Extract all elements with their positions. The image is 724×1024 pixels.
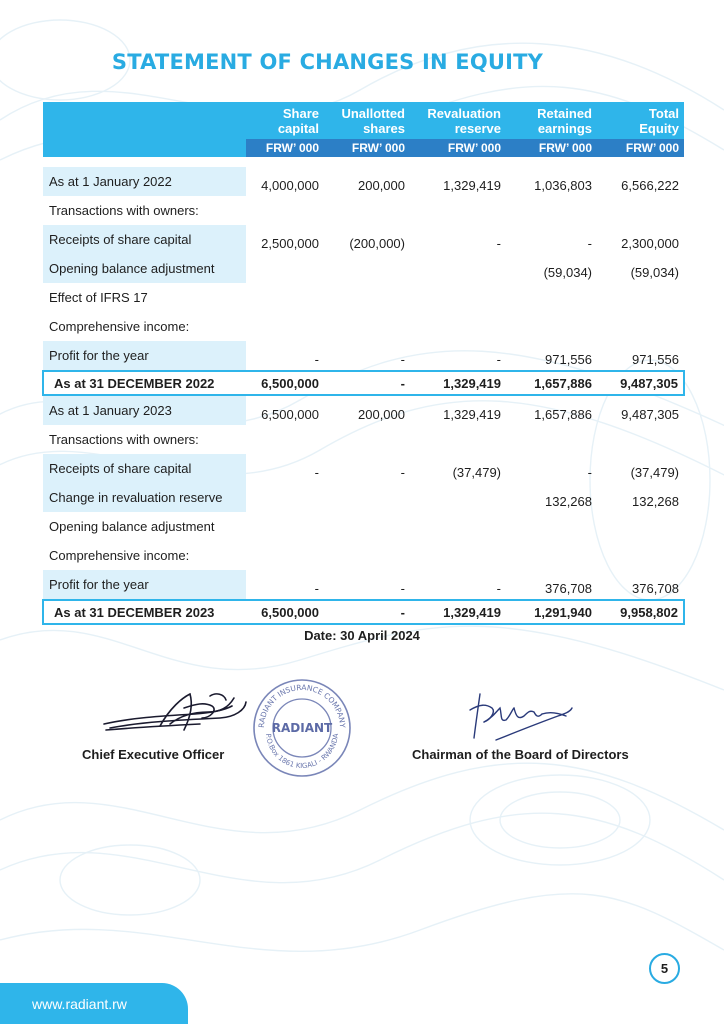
- stamp-ring-top: RADIANT INSURANCE COMPANY: [256, 682, 348, 729]
- value-cell: [506, 196, 597, 225]
- column-header-unallotted-shares: Unallotted shares: [324, 102, 410, 139]
- value-cell: [246, 312, 324, 341]
- value-cell: 1,329,419: [443, 407, 501, 422]
- value-cell: 971,556: [545, 352, 592, 367]
- value-cell: [410, 483, 506, 512]
- value-cell: [506, 512, 597, 541]
- value-cell: [597, 312, 684, 341]
- total-cell: 6,500,000: [246, 600, 324, 624]
- value-cell: [597, 283, 684, 312]
- row-label: Effect of IFRS 17: [49, 290, 148, 305]
- value-cell: [246, 425, 324, 454]
- row-label: Transactions with owners:: [49, 203, 199, 218]
- row-label: Profit for the year: [43, 341, 246, 371]
- value-cell: [410, 196, 506, 225]
- row-label: Opening balance adjustment: [49, 519, 215, 534]
- value-cell: [410, 254, 506, 283]
- row-label: Opening balance adjustment: [43, 254, 246, 283]
- value-cell: [597, 512, 684, 541]
- table-row: [43, 196, 684, 225]
- table-row: [43, 483, 684, 512]
- table-row: [43, 283, 684, 312]
- value-cell: 6,500,000: [261, 407, 319, 422]
- total-row-2022: [43, 371, 684, 395]
- total-cell: 9,958,802: [597, 600, 684, 624]
- value-cell: [597, 541, 684, 570]
- value-cell: -: [400, 352, 405, 367]
- value-cell: 1,036,803: [534, 178, 592, 193]
- page-title: STATEMENT OF CHANGES IN EQUITY: [111, 50, 544, 74]
- value-cell: -: [314, 352, 319, 367]
- total-label: As at 31 DECEMBER 2023: [43, 600, 246, 624]
- value-cell: [597, 425, 684, 454]
- value-cell: 376,708: [545, 581, 592, 596]
- ceo-signature: [100, 688, 250, 743]
- value-cell: 6,566,222: [621, 178, 679, 193]
- value-cell: [410, 312, 506, 341]
- column-header-revaluation-reserve: Revaluation reserve: [410, 102, 506, 139]
- unit-label: FRW’ 000: [246, 139, 324, 157]
- total-row-2023: [43, 600, 684, 624]
- total-cell: 9,487,305: [597, 371, 684, 395]
- chairman-signature: [466, 690, 576, 745]
- total-cell: 6,500,000: [246, 371, 324, 395]
- value-cell: -: [314, 581, 319, 596]
- unit-row: [43, 139, 684, 157]
- value-cell: -: [496, 236, 501, 251]
- column-header-share-capital: Share capital: [246, 102, 324, 139]
- value-cell: [324, 483, 410, 512]
- value-cell: [410, 283, 506, 312]
- total-label: As at 31 DECEMBER 2022: [43, 371, 246, 395]
- value-cell: 132,268: [632, 494, 679, 509]
- value-cell: 376,708: [632, 581, 679, 596]
- value-cell: [506, 312, 597, 341]
- header-corner: [43, 102, 246, 139]
- unit-corner: [43, 139, 246, 157]
- value-cell: [410, 425, 506, 454]
- column-header-total-equity: Total Equity: [597, 102, 684, 139]
- table-row: [43, 541, 684, 570]
- value-cell: (59,034): [630, 265, 679, 280]
- value-cell: 200,000: [358, 407, 405, 422]
- table-row: [43, 254, 684, 283]
- value-cell: [506, 283, 597, 312]
- value-cell: (59,034): [543, 265, 592, 280]
- row-label: Comprehensive income:: [49, 319, 190, 334]
- total-cell: -: [324, 600, 410, 624]
- table-row: [43, 425, 684, 454]
- value-cell: [324, 541, 410, 570]
- value-cell: [410, 541, 506, 570]
- footer-website-link[interactable]: www.radiant.rw: [32, 996, 127, 1012]
- value-cell: -: [314, 465, 319, 480]
- row-label: Receipts of share capital: [43, 454, 246, 483]
- table-row: [43, 570, 684, 600]
- stamp-ring-bottom: P.O.Box 1861 KIGALI - RWANDA: [264, 733, 341, 771]
- value-cell: [410, 512, 506, 541]
- value-cell: [324, 283, 410, 312]
- value-cell: [246, 254, 324, 283]
- value-cell: -: [496, 581, 501, 596]
- value-cell: [246, 512, 324, 541]
- unit-label: FRW’ 000: [324, 139, 410, 157]
- table-header-row: [43, 102, 684, 139]
- value-cell: [324, 196, 410, 225]
- value-cell: 1,657,886: [534, 407, 592, 422]
- unit-label: FRW’ 000: [506, 139, 597, 157]
- value-cell: 132,268: [545, 494, 592, 509]
- table-row: [43, 167, 684, 196]
- row-label: Profit for the year: [43, 570, 246, 600]
- value-cell: [246, 483, 324, 512]
- value-cell: [506, 425, 597, 454]
- value-cell: [324, 512, 410, 541]
- value-cell: -: [400, 465, 405, 480]
- table-row: [43, 454, 684, 483]
- value-cell: 200,000: [358, 178, 405, 193]
- unit-label: FRW’ 000: [410, 139, 506, 157]
- table-row: [43, 225, 684, 254]
- value-cell: [246, 196, 324, 225]
- value-cell: 971,556: [632, 352, 679, 367]
- value-cell: 9,487,305: [621, 407, 679, 422]
- row-label: Transactions with owners:: [49, 432, 199, 447]
- value-cell: [324, 312, 410, 341]
- company-stamp: [250, 676, 354, 780]
- value-cell: [597, 196, 684, 225]
- row-label: As at 1 January 2023: [43, 395, 246, 425]
- statement-date: Date: 30 April 2024: [304, 628, 420, 643]
- total-cell: 1,291,940: [506, 600, 597, 624]
- value-cell: -: [587, 465, 592, 480]
- value-cell: -: [400, 581, 405, 596]
- unit-label: FRW’ 000: [597, 139, 684, 157]
- value-cell: 2,300,000: [621, 236, 679, 251]
- row-label: Receipts of share capital: [43, 225, 246, 254]
- table-row: [43, 512, 684, 541]
- value-cell: [246, 541, 324, 570]
- value-cell: (200,000): [349, 236, 405, 251]
- ceo-title: Chief Executive Officer: [82, 747, 225, 762]
- equity-table: [42, 102, 685, 625]
- chairman-title: Chairman of the Board of Directors: [412, 747, 629, 762]
- value-cell: [324, 254, 410, 283]
- table-row: [43, 341, 684, 371]
- row-label: Change in revaluation reserve: [43, 483, 246, 512]
- value-cell: -: [587, 236, 592, 251]
- value-cell: (37,479): [452, 465, 501, 480]
- total-cell: 1,329,419: [410, 371, 506, 395]
- total-cell: 1,329,419: [410, 600, 506, 624]
- footer-banner: [0, 983, 188, 1024]
- column-header-retained-earnings: Retained earnings: [506, 102, 597, 139]
- value-cell: 2,500,000: [261, 236, 319, 251]
- row-label: As at 1 January 2022: [43, 167, 246, 196]
- total-cell: 1,657,886: [506, 371, 597, 395]
- stamp-center: RADIANT: [271, 721, 333, 735]
- page-number: 5: [649, 953, 680, 984]
- value-cell: [506, 541, 597, 570]
- value-cell: 4,000,000: [261, 178, 319, 193]
- value-cell: (37,479): [630, 465, 679, 480]
- value-cell: -: [496, 352, 501, 367]
- value-cell: [324, 425, 410, 454]
- value-cell: 1,329,419: [443, 178, 501, 193]
- row-label: Comprehensive income:: [49, 548, 190, 563]
- value-cell: [246, 283, 324, 312]
- table-row: [43, 312, 684, 341]
- total-cell: -: [324, 371, 410, 395]
- table-row: [43, 395, 684, 425]
